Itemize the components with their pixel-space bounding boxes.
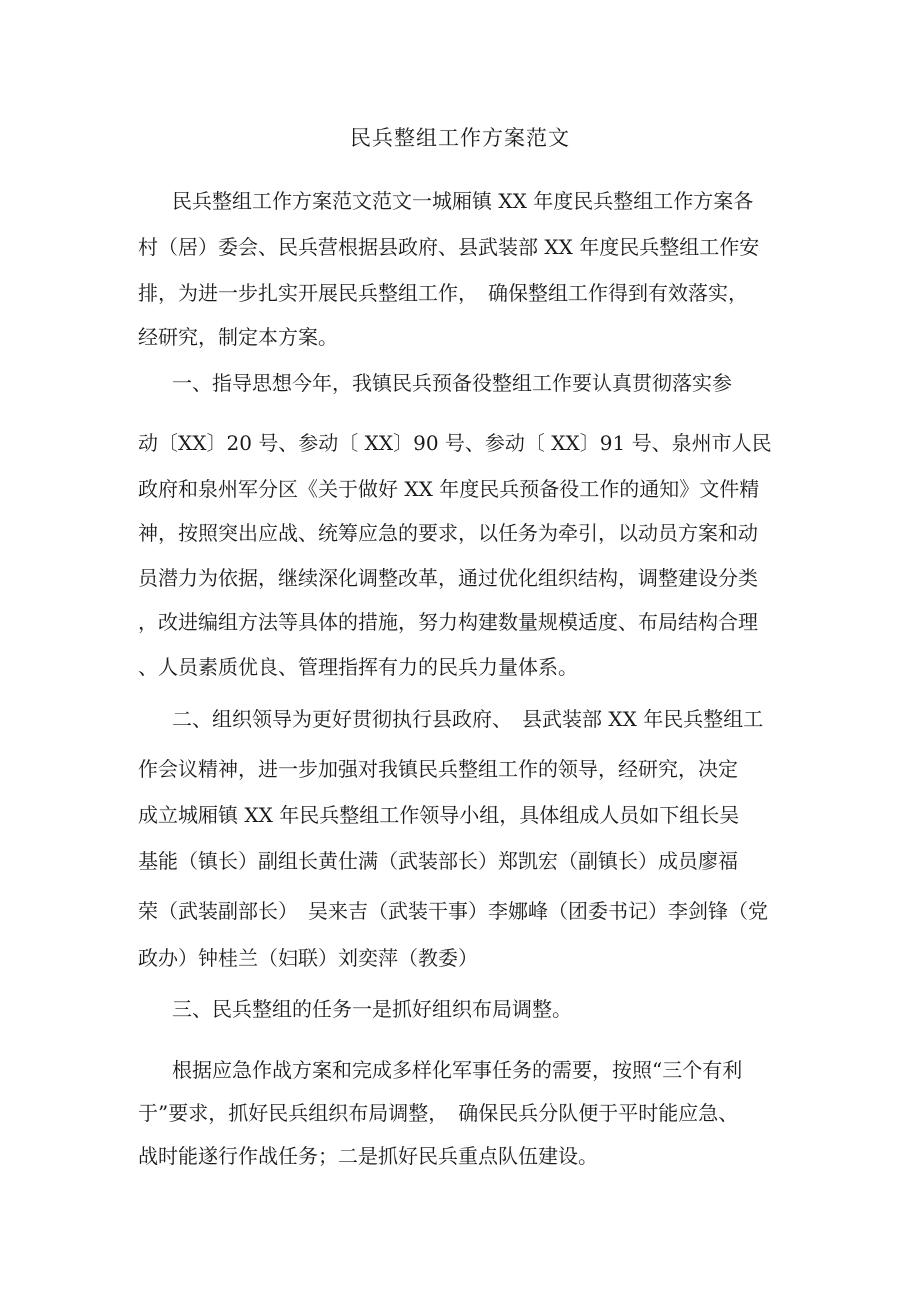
paragraph-line: 政办）钟桂兰（妇联）刘奕萍（教委）: [138, 946, 478, 970]
paragraph-line: 民兵整组工作方案范文范文一城厢镇 XX 年度民兵整组工作方案各: [172, 189, 754, 213]
paragraph-line: 战时能遂行作战任务；二是抓好民兵重点队伍建设。: [138, 1144, 598, 1168]
paragraph-line: 一、指导思想今年，我镇民兵预备役整组工作要认真贯彻落实参: [172, 371, 732, 395]
document-title: 民兵整组工作方案范文: [350, 126, 570, 150]
paragraph-line: 、人员素质优良、管理指挥有力的民兵力量体系。: [138, 655, 578, 679]
paragraph-line: 政府和泉州军分区《关于做好 XX 年度民兵预备役工作的通知》文件精: [138, 477, 760, 501]
paragraph-line: 经研究，制定本方案。: [138, 325, 338, 349]
paragraph-line: 基能（镇长）副组长黄仕满（武装部长）郑凯宏（副镇长）成员廖福: [138, 849, 738, 873]
paragraph-line: 员潜力为依据，继续深化调整改革，通过优化组织结构，调整建设分类: [138, 566, 758, 590]
paragraph-line: 荣（武装副部长） 吴来吉（武装干事）李娜峰（团委书记）李剑锋（党: [138, 899, 768, 923]
paragraph-line: 于”要求，抓好民兵组织布局调整， 确保民兵分队便于平时能应急、: [138, 1101, 739, 1125]
paragraph-line: 根据应急作战方案和完成多样化军事任务的需要，按照“三个有利: [172, 1058, 743, 1082]
paragraph-line: 神，按照突出应战、统筹应急的要求，以任务为牵引，以动员方案和动: [138, 521, 758, 545]
paragraph-line: 村（居）委会、民兵营根据县政府、县武装部 XX 年度民兵整组工作安: [138, 235, 760, 259]
paragraph-line: ，改进编组方法等具体的措施，努力构建数量规模适度、布局结构合理: [138, 610, 758, 634]
paragraph-line: 二、组织领导为更好贯彻执行县政府、 县武装部 XX 年民兵整组工: [172, 707, 764, 731]
paragraph-line: 成立城厢镇 XX 年民兵整组工作领导小组，具体组成人员如下组长吴: [138, 803, 740, 827]
paragraph-line: 动〔XX〕20 号、参动〔 XX〕90 号、参动〔 XX〕91 号、泉州市人民: [138, 431, 772, 455]
paragraph-line: 三、民兵整组的任务一是抓好组织布局调整。: [172, 997, 572, 1021]
paragraph-line: 排，为进一步扎实开展民兵整组工作， 确保整组工作得到有效落实，: [138, 281, 748, 305]
paragraph-line: 作会议精神，进一步加强对我镇民兵整组工作的领导，经研究，决定: [138, 757, 738, 781]
